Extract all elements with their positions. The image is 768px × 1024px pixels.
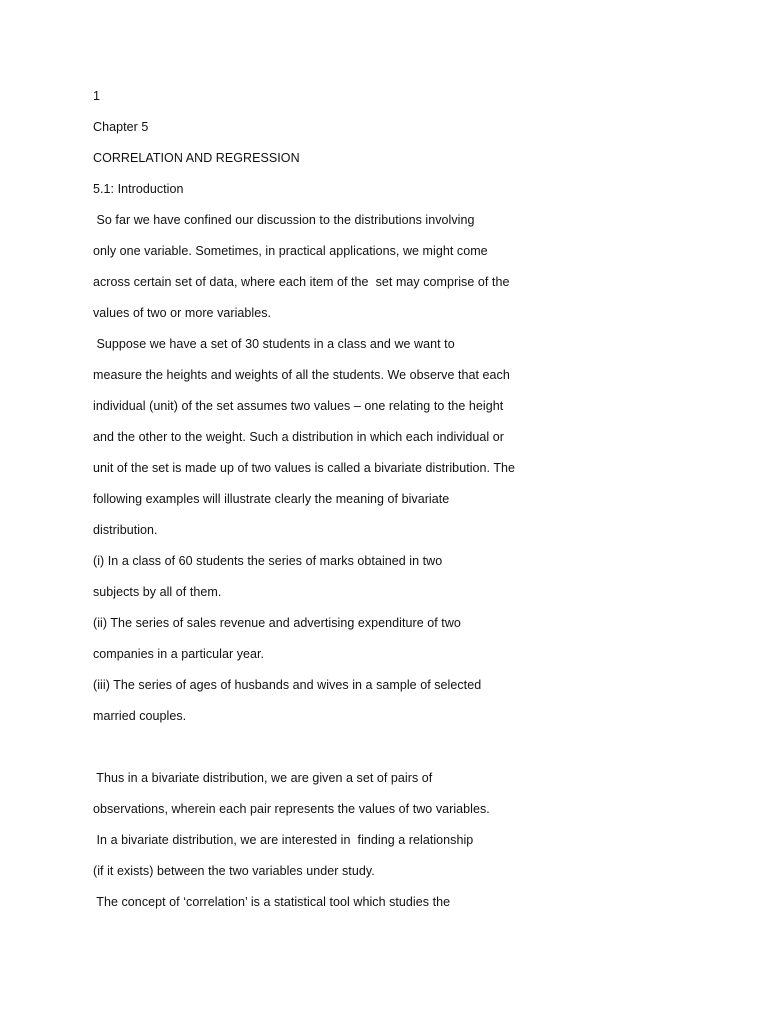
chapter-label: Chapter 5 — [93, 120, 149, 134]
paragraph-line: across certain set of data, where each item of the set may comprise of the — [93, 275, 510, 289]
paragraph-line: In a bivariate distribution, we are interested in finding a relationship — [93, 833, 474, 847]
paragraph-line: So far we have confined our discussion to the distributions involving — [93, 213, 475, 227]
paragraph-line: individual (unit) of the set assumes two values – one relating to the height — [93, 399, 504, 413]
section-heading: 5.1: Introduction — [93, 182, 184, 196]
example-line: (iii) The series of ages of husbands and wives in a sample of selected — [93, 678, 482, 692]
paragraph-line: Thus in a bivariate distribution, we are given a set of pairs of — [93, 771, 433, 785]
page-number: 1 — [93, 89, 101, 103]
example-line: subjects by all of them. — [93, 585, 222, 599]
paragraph-line: distribution. — [93, 523, 158, 537]
paragraph-line: values of two or more variables. — [93, 306, 272, 320]
paragraph-line: (if it exists) between the two variables under study. — [93, 864, 375, 878]
example-line: married couples. — [93, 709, 187, 723]
example-line: (ii) The series of sales revenue and advertising expenditure of two — [93, 616, 461, 630]
paragraph-line: observations, wherein each pair represents the values of two variables. — [93, 802, 490, 816]
paragraph-line: measure the heights and weights of all the students. We observe that each — [93, 368, 510, 382]
example-line: (i) In a class of 60 students the series of marks obtained in two — [93, 554, 443, 568]
paragraph-line: only one variable. Sometimes, in practical applications, we might come — [93, 244, 488, 258]
paragraph-line: and the other to the weight. Such a distribution in which each individual or — [93, 430, 504, 444]
example-line: companies in a particular year. — [93, 647, 265, 661]
paragraph-line: following examples will illustrate clearly the meaning of bivariate — [93, 492, 450, 506]
paragraph-line: Suppose we have a set of 30 students in a class and we want to — [93, 337, 455, 351]
paragraph-line: unit of the set is made up of two values is called a bivariate distribution. The — [93, 461, 516, 475]
paragraph-line: The concept of ‘correlation’ is a statistical tool which studies the — [93, 895, 451, 909]
chapter-title: CORRELATION AND REGRESSION — [93, 151, 300, 165]
